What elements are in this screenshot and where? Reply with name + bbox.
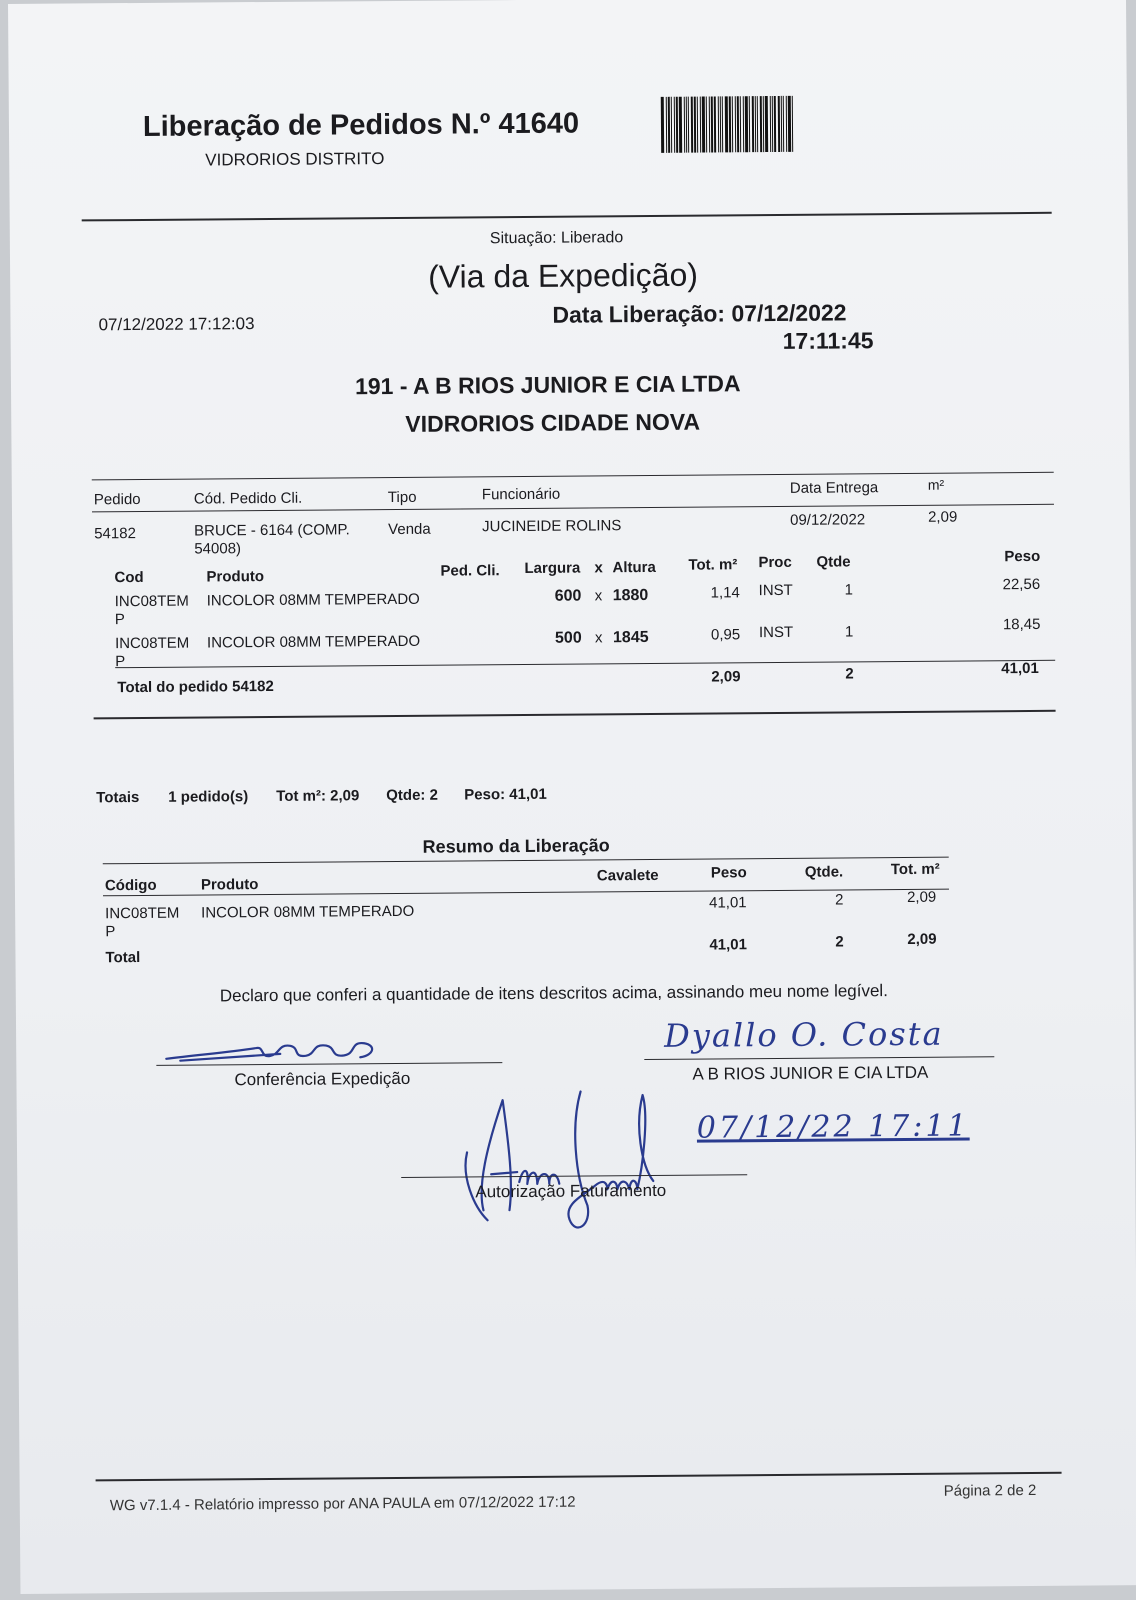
order-bottom-rule xyxy=(94,710,1056,720)
summary-tot-m2: 2,09 xyxy=(906,888,937,906)
item-qtde: 1 xyxy=(844,623,854,641)
totals-label: Totais xyxy=(96,788,140,807)
summary-peso: 41,01 xyxy=(709,894,747,912)
autorizacao-label: Autorização Faturamento xyxy=(475,1180,667,1202)
totals-m2: Tot m²: 2,09 xyxy=(276,787,360,805)
col-m2: m² xyxy=(927,476,945,493)
col-tipo: Tipo xyxy=(387,488,417,507)
barcode-bar xyxy=(752,96,754,152)
barcode-bar xyxy=(788,96,791,152)
order-total-peso: 41,01 xyxy=(1001,659,1039,678)
conferencia-label: Conferência Expedição xyxy=(234,1068,411,1090)
item-tot-m2: 1,14 xyxy=(710,584,740,602)
barcode-bar xyxy=(722,96,723,152)
summary-codigo-cont: P xyxy=(105,923,116,941)
item-proc: INST xyxy=(758,581,793,600)
barcode-bar xyxy=(679,97,682,153)
autorizacao-signature xyxy=(457,1085,678,1247)
summary-title: Resumo da Liberação xyxy=(422,835,610,857)
handwritten-date: 07/12/22 17:11 xyxy=(696,1108,970,1146)
barcode-bar xyxy=(732,96,733,152)
summary-total-tot-m2: 2,09 xyxy=(907,930,937,948)
item-col-altura: Altura xyxy=(612,558,656,577)
order-client-code-cont: 54008) xyxy=(194,540,242,558)
barcode-bar xyxy=(749,96,750,152)
order-m2: 2,09 xyxy=(927,508,958,526)
barcode-bar xyxy=(694,97,696,153)
item-cod-cont: P xyxy=(115,653,126,671)
barcode-bar xyxy=(676,97,678,153)
barcode-bar xyxy=(702,97,705,153)
item-tot-m2: 0,95 xyxy=(710,626,741,644)
barcode-bar xyxy=(745,96,748,152)
order-delivery-date: 09/12/2022 xyxy=(790,511,866,529)
client-handwritten-name: Dyallo O. Costa xyxy=(663,1014,944,1055)
barcode-bar xyxy=(697,97,698,153)
order-top-rule xyxy=(92,472,1054,481)
barcode-bar xyxy=(757,96,758,152)
item-col-cod: Cod xyxy=(114,568,144,587)
order-employee: JUCINEIDE ROLINS xyxy=(482,517,622,536)
order-total-rule xyxy=(115,660,1055,668)
barcode-bar xyxy=(725,96,728,152)
summary-qtde: 2 xyxy=(834,891,844,909)
order-type: Venda xyxy=(388,520,431,539)
item-cod: INC08TEM xyxy=(114,592,189,611)
client-name: 191 - A B RIOS JUNIOR E CIA LTDA xyxy=(354,370,741,400)
item-peso: 18,45 xyxy=(1002,615,1041,634)
item-x: x xyxy=(594,587,603,605)
barcode-bar xyxy=(661,97,664,153)
item-col-proc: Proc xyxy=(758,553,792,572)
item-col-peso: Peso xyxy=(1004,547,1041,566)
barcode-bar xyxy=(711,96,713,152)
totals-peso: Peso: 41,01 xyxy=(464,785,547,804)
barcode-bar xyxy=(760,96,762,152)
footer-rule xyxy=(96,1472,1062,1482)
summary-col-tot-m2: Tot. m² xyxy=(890,860,940,879)
footer-print-info: WG v7.1.4 - Relatório impresso por ANA PAULA em 07/12/2022 17:12 xyxy=(109,1493,576,1515)
barcode-bar xyxy=(783,96,784,152)
order-number: 54182 xyxy=(94,525,136,543)
col-funcionario: Funcionário xyxy=(481,485,561,504)
order-total-label: Total do pedido 54182 xyxy=(117,677,274,697)
barcode-bar xyxy=(792,96,793,152)
order-total-qtde: 2 xyxy=(845,665,854,683)
item-altura: 1880 xyxy=(612,586,649,605)
summary-col-cavalete: Cavalete xyxy=(596,866,659,885)
barcode-bar xyxy=(774,96,776,152)
item-col-largura: Largura xyxy=(524,559,581,577)
summary-col-codigo: Código xyxy=(104,876,157,895)
barcode-bar xyxy=(737,96,739,152)
release-time: 17:11:45 xyxy=(782,327,874,354)
item-produto: INCOLOR 08MM TEMPERADO xyxy=(206,590,420,610)
barcode-bar xyxy=(714,96,716,152)
totals-pedidos: 1 pedido(s) xyxy=(168,788,249,806)
release-date: Data Liberação: 07/12/2022 xyxy=(552,299,847,328)
item-largura: 500 xyxy=(554,629,582,647)
order-client-code: BRUCE - 6164 (COMP. xyxy=(194,521,350,540)
item-proc: INST xyxy=(758,623,794,642)
barcode-bar xyxy=(691,97,693,153)
summary-col-produto: Produto xyxy=(200,876,259,894)
col-data-entrega: Data Entrega xyxy=(789,479,879,497)
item-cod-cont: P xyxy=(114,611,125,629)
item-qtde: 1 xyxy=(844,581,854,599)
summary-col-peso: Peso xyxy=(710,864,747,882)
totals-qtde: Qtde: 2 xyxy=(386,786,438,805)
client-store: VIDRORIOS CIDADE NOVA xyxy=(405,408,701,437)
barcode-bar xyxy=(668,97,670,153)
item-produto: INCOLOR 08MM TEMPERADO xyxy=(206,632,421,652)
status-text: Situação: Liberado xyxy=(489,229,624,248)
item-col-produto: Produto xyxy=(206,568,265,586)
barcode-bar xyxy=(740,96,741,152)
col-pedido: Pedido xyxy=(93,490,141,509)
order-total-m2: 2,09 xyxy=(711,668,741,686)
item-x: x xyxy=(594,629,603,647)
item-largura: 600 xyxy=(554,587,582,605)
copy-label: (Via da Expedição) xyxy=(428,256,699,295)
summary-total-label: Total xyxy=(105,948,141,967)
barcode-bar xyxy=(765,96,768,152)
barcode-bar xyxy=(729,96,731,152)
summary-total-peso: 41,01 xyxy=(709,936,748,954)
barcode-bar xyxy=(706,97,707,153)
barcode-bar xyxy=(671,97,672,153)
client-signature-line xyxy=(644,1056,994,1060)
item-col-qtde: Qtde xyxy=(816,553,851,571)
header-divider xyxy=(82,212,1052,222)
document-title: Liberação de Pedidos N.º 41640 xyxy=(142,107,580,143)
barcode xyxy=(661,96,833,153)
print-datetime: 07/12/2022 17:12:03 xyxy=(98,314,255,335)
summary-produto: INCOLOR 08MM TEMPERADO xyxy=(201,902,415,922)
summary-codigo: INC08TEM xyxy=(105,904,180,923)
item-cod: INC08TEM xyxy=(114,634,190,653)
company-name: VIDRORIOS DISTRITO xyxy=(205,149,385,170)
item-peso: 22,56 xyxy=(1002,575,1041,594)
client-company-label: A B RIOS JUNIOR E CIA LTDA xyxy=(692,1062,929,1084)
page-number: Página 2 de 2 xyxy=(943,1481,1037,1500)
col-cod-pedido-cli: Cód. Pedido Cli. xyxy=(193,489,303,508)
document-page xyxy=(8,0,1136,1594)
item-col-tot-m2: Tot. m² xyxy=(688,556,738,574)
summary-total-qtde: 2 xyxy=(835,933,844,951)
item-col-ped-cli: Ped. Cli. xyxy=(440,562,500,580)
summary-col-qtde: Qtde. xyxy=(804,863,844,881)
barcode-bar xyxy=(688,97,689,153)
item-altura: 1845 xyxy=(612,628,649,647)
item-col-x: x xyxy=(594,559,603,577)
declaration-text: Declaro que conferi a quantidade de itens descritos acima, assinando meu nome legível. xyxy=(219,981,888,1006)
